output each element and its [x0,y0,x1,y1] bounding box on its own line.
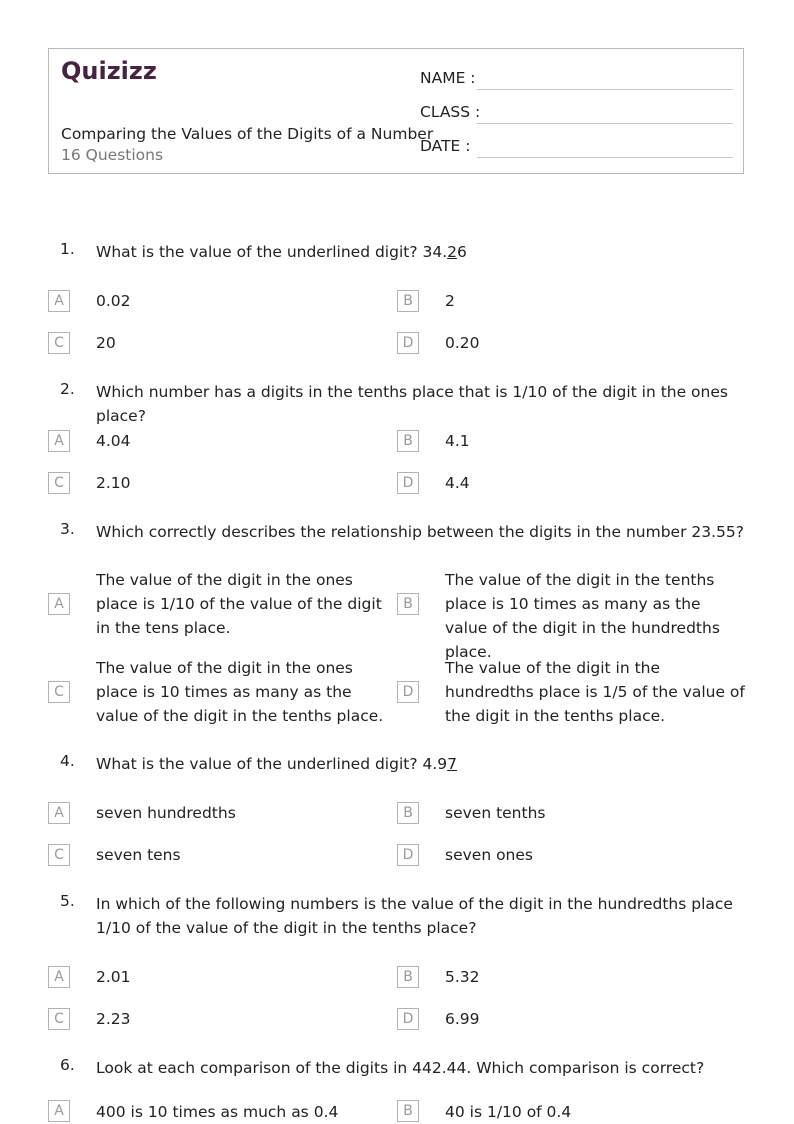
class-label: CLASS : [420,103,481,121]
option-letter-box[interactable]: A [48,1100,70,1122]
question-text [96,240,746,264]
option-letter-box[interactable]: B [397,290,419,312]
worksheet-header [48,48,744,174]
option-text[interactable]: The value of the digit in the tenths place is 10 times as many as the value of the digit in the hundredths place. [445,571,720,661]
question-text: Which number has a digits in the tenths place that is 1/10 of the digit in the ones place? [96,383,728,425]
question-number: 4. [60,752,75,770]
name-line[interactable] [477,89,733,90]
underlined-digit: 7 [447,755,458,773]
class-field[interactable] [420,101,733,125]
question-text: In which of the following numbers is the value of the digit in the hundredths place 1/10 of the value of the digit in the tenths place? [96,895,733,937]
option-letter-box[interactable]: D [397,472,419,494]
option-text[interactable]: 0.20 [445,334,480,352]
option-text[interactable]: The value of the digit in the hundredths place is 1/5 of the value of the digit in the tenths place. [445,659,745,725]
option-letter-box[interactable]: C [48,1008,70,1030]
option-letter-box[interactable]: C [48,472,70,494]
option-text[interactable]: 2.10 [96,474,131,492]
worksheet-title: Comparing the Values of the Digits of a Number [61,125,434,143]
option-letter-box[interactable]: B [397,593,419,615]
quizizz-logo: Quizizz [61,57,157,85]
date-label: DATE : [420,137,471,155]
option-letter-box[interactable]: D [397,1008,419,1030]
option-letter-box[interactable]: B [397,430,419,452]
option-text[interactable]: The value of the digit in the ones place is 10 times as many as the value of the digit in the tenths place. [96,659,384,725]
option-text[interactable]: 4.4 [445,474,470,492]
option-letter-box[interactable]: D [397,681,419,703]
question-text-part: What is the value of the underlined digit? 34. [96,243,448,261]
question-number: 5. [60,892,75,910]
question-number: 2. [60,380,75,398]
question-text-part: 6 [457,243,467,261]
question-text: Look at each comparison of the digits in 442.44. Which comparison is correct? [96,1059,705,1077]
option-text[interactable]: 2 [445,292,455,310]
option-text[interactable]: 5.32 [445,968,480,986]
option-text[interactable]: 4.1 [445,432,470,450]
question-text: Which correctly describes the relationship between the digits in the number 23.55? [96,523,744,541]
option-text[interactable]: 4.04 [96,432,131,450]
question-text [96,752,746,776]
option-letter-box[interactable]: A [48,966,70,988]
option-text[interactable]: seven tens [96,846,181,864]
option-text[interactable]: 40 is 1/10 of 0.4 [445,1103,572,1121]
option-letter-box[interactable]: A [48,802,70,824]
option-text[interactable]: 2.23 [96,1010,131,1028]
class-line[interactable] [477,123,733,124]
question-number: 1. [60,240,75,258]
option-letter-box[interactable]: D [397,332,419,354]
option-text[interactable]: 6.99 [445,1010,480,1028]
date-line[interactable] [477,157,733,158]
option-letter-box[interactable]: C [48,332,70,354]
name-label: NAME : [420,69,476,87]
option-text[interactable]: seven hundredths [96,804,236,822]
option-letter-box[interactable]: B [397,802,419,824]
question-number: 6. [60,1056,75,1074]
option-text[interactable]: 2.01 [96,968,131,986]
option-text[interactable]: 0.02 [96,292,131,310]
option-letter-box[interactable]: A [48,593,70,615]
option-letter-box[interactable]: C [48,844,70,866]
option-text[interactable]: seven tenths [445,804,546,822]
question-count: 16 Questions [61,146,164,164]
question-text-part: What is the value of the underlined digit? 4.9 [96,755,448,773]
option-text[interactable]: seven ones [445,846,533,864]
option-letter-box[interactable]: B [397,1100,419,1122]
name-field[interactable] [420,67,733,91]
option-letter-box[interactable]: B [397,966,419,988]
option-letter-box[interactable]: A [48,290,70,312]
option-text[interactable]: The value of the digit in the ones place is 1/10 of the value of the digit in the tens place. [96,571,382,637]
underlined-digit: 2 [447,243,458,261]
option-text[interactable]: 400 is 10 times as much as 0.4 [96,1103,339,1121]
option-letter-box[interactable]: C [48,681,70,703]
option-text[interactable]: 20 [96,334,116,352]
date-field[interactable] [420,135,733,159]
option-letter-box[interactable]: D [397,844,419,866]
option-letter-box[interactable]: A [48,430,70,452]
question-number: 3. [60,520,75,538]
